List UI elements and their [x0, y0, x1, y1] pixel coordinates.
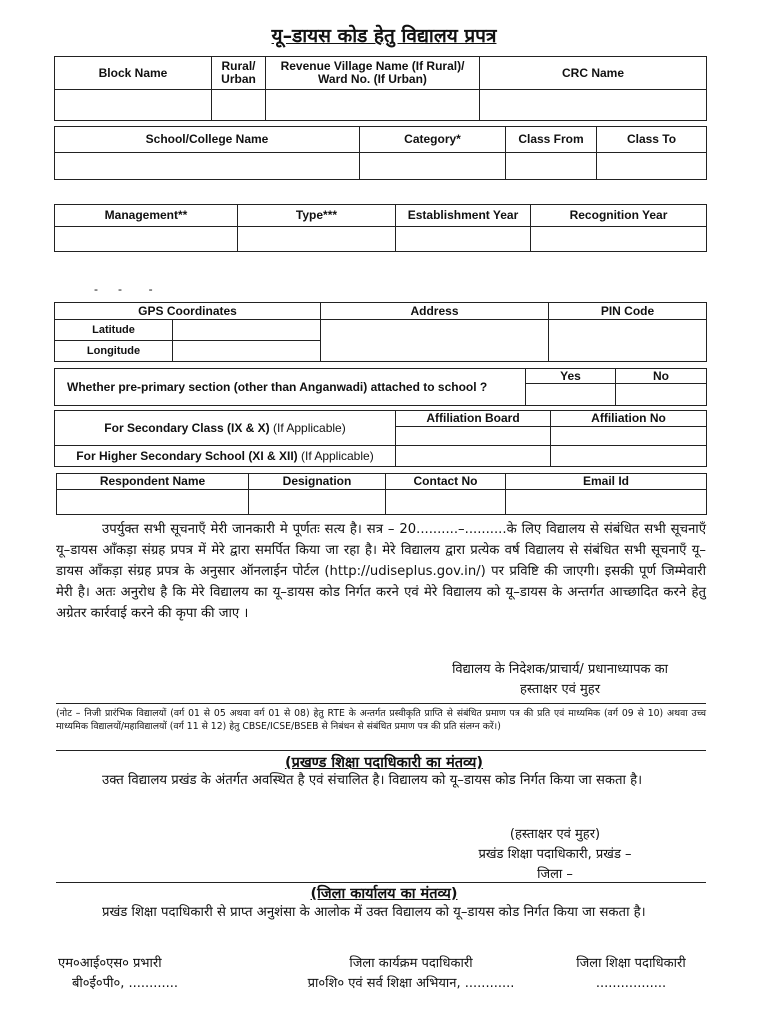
designation-field[interactable] — [249, 490, 386, 515]
form-title: यू–डायस कोड हेतु विद्यालय प्रपत्र — [271, 25, 497, 47]
category-field[interactable] — [360, 153, 506, 180]
respondent-name-header: Respondent Name — [57, 474, 249, 490]
secondary-no-field[interactable] — [551, 427, 707, 446]
no-header: No — [616, 369, 707, 384]
contact-no-header: Contact No — [386, 474, 506, 490]
pin-code-header: PIN Code — [549, 303, 707, 320]
class-from-header: Class From — [506, 127, 597, 153]
class-from-field[interactable] — [506, 153, 597, 180]
yes-field[interactable] — [526, 384, 616, 406]
school-name-field[interactable] — [55, 153, 360, 180]
designation-header: Designation — [249, 474, 386, 490]
type-header: Type*** — [238, 205, 396, 227]
beo-remark-text: उक्त विद्यालय प्रखंड के अंतर्गत अवस्थित है एवं संचालित है। विद्यालय को यू–डायस कोड निर्गत किया जा सकता है। — [102, 773, 643, 788]
yes-header: Yes — [526, 369, 616, 384]
higher-secondary-label: For Higher Secondary School (XI & XII) (If Applicable) — [55, 446, 396, 467]
block-name-header: Block Name — [55, 57, 212, 90]
email-id-field[interactable] — [506, 490, 707, 515]
establishment-year-field[interactable] — [396, 227, 531, 252]
principal-signature: विद्यालय के निदेशक/प्राचार्य/ प्रधानाध्यापक का हस्ताक्षर एवं मुहर — [452, 662, 668, 697]
management-field[interactable] — [55, 227, 238, 252]
beo-signature: (हस्ताक्षर एवं मुहर) प्रखंड शिक्षा पदाधिकारी, प्रखंड – जिला – — [478, 827, 632, 882]
crc-name-header: CRC Name — [480, 57, 707, 90]
respondent-table — [56, 473, 707, 515]
latitude-label: Latitude — [55, 320, 173, 341]
deo-signature: जिला शिक्षा पदाधिकारी ................. — [576, 956, 686, 991]
class-to-field[interactable] — [597, 153, 707, 180]
email-id-header: Email Id — [506, 474, 707, 490]
divider-2 — [56, 750, 706, 751]
gps-header: GPS Coordinates — [55, 303, 321, 320]
recognition-year-field[interactable] — [531, 227, 707, 252]
school-name-header: School/College Name — [55, 127, 360, 153]
address-header: Address — [321, 303, 549, 320]
higher-secondary-board-field[interactable] — [396, 446, 551, 467]
higher-secondary-no-field[interactable] — [551, 446, 707, 467]
beo-heading: (प्रखण्ड शिक्षा पदाधिकारी का मंतव्य) — [284, 755, 484, 771]
type-field[interactable] — [238, 227, 396, 252]
district-heading: (जिला कार्यालय का मंतव्य) — [310, 886, 458, 902]
recognition-year-header: Recognition Year — [531, 205, 707, 227]
longitude-label: Longitude — [55, 341, 173, 362]
management-table — [54, 204, 707, 252]
pin-code-field[interactable] — [549, 320, 707, 362]
latitude-field[interactable] — [173, 320, 321, 341]
location-table — [54, 302, 707, 362]
pre-primary-question: Whether pre-primary section (other than Anganwadi) attached to school ? — [55, 369, 526, 406]
secondary-label: For Secondary Class (IX & X) (If Applicable) — [55, 411, 396, 446]
divider-1 — [56, 703, 706, 704]
district-remark-text: प्रखंड शिक्षा पदाधिकारी से प्राप्त अनुशंसा के आलोक में उक्त विद्यालय को यू–डायस कोड निर्गत किया जा सकता है। — [102, 905, 646, 920]
secondary-board-field[interactable] — [396, 427, 551, 446]
crc-name-field[interactable] — [480, 90, 707, 121]
establishment-year-header: Establishment Year — [396, 205, 531, 227]
revenue-village-header: Revenue Village Name (If Rural)/ Ward No. (If Urban) — [266, 57, 480, 90]
revenue-village-field[interactable] — [266, 90, 480, 121]
rural-urban-header: Rural/ Urban — [212, 57, 266, 90]
rural-urban-field[interactable] — [212, 90, 266, 121]
contact-no-field[interactable] — [386, 490, 506, 515]
block-details-table — [54, 56, 707, 121]
management-header: Management** — [55, 205, 238, 227]
no-field[interactable] — [616, 384, 707, 406]
respondent-name-field[interactable] — [57, 490, 249, 515]
pre-primary-table — [54, 368, 707, 406]
declaration-text: उपर्युक्त सभी सूचनाएँ मेरी जानकारी मे पूर्णतः सत्य है। सत्र – 20..........–..........के लिए विद्यालय से संबंधित सभी सूचनाएँ यू–डायस आँकड़ा संग्रह प्रपत्र में मेरे द्वारा समर्पित किया जा रहा है। मेरे विद्यालय द्वारा प्रत्येक वर्ष विद्यालय से संबंधित सभी सूचनाएँ यू–डायस आँकड़ा संग्रह प्रपत्र के अनुसार ऑनलाईन पोर्टल (http://udiseplus.gov.in/) पर प्रविष्टि की जाएगी। इसकी पूर्ण जिम्मेवारी मेरी है। अतः अनुरोध है कि मेरे विद्यालय का यू–डायस कोड निर्गत करने एवं मेरे विद्यालय को यू–डायस के अन्तर्गत आच्छादित करने हेतु अग्रेतर कार्रवाई करने की कृपा की जाए । — [56, 522, 706, 621]
school-details-table — [54, 126, 707, 180]
longitude-field[interactable] — [173, 341, 321, 362]
class-to-header: Class To — [597, 127, 707, 153]
affiliation-table — [54, 410, 707, 467]
mis-signature: एम०आई०एस० प्रभारी बी०ई०पी०, ............ — [58, 956, 179, 991]
note-text: (नोट – निजी प्रारंभिक विद्यालयों (वर्ग 01 से 05 अथवा वर्ग 01 से 08) हेतु RTE के अन्तर्गत प्रस्वीकृति प्राप्ति से संबंधित प्रमाण पत्र की प्रति एवं माध्यमिक (वर्ग 09 से 10) अथवा उच्च माध्यमिक विद्यालयों/महाविद्यालयों (वर्ग 11 से 12) हेतु CBSE/ICSE/BSEB से निबंधन से संबंधित प्रमाण पत्र की प्रति संलग्न करें।) — [56, 708, 706, 732]
affiliation-board-header: Affiliation Board — [396, 411, 551, 427]
category-header: Category* — [360, 127, 506, 153]
dash-marks: - - - — [94, 282, 153, 296]
block-name-field[interactable] — [55, 90, 212, 121]
affiliation-no-header: Affiliation No — [551, 411, 707, 427]
address-field[interactable] — [321, 320, 549, 362]
dpo-signature: जिला कार्यक्रम पदाधिकारी प्रा०शि० एवं सर्व शिक्षा अभियान, ............ — [307, 956, 515, 991]
